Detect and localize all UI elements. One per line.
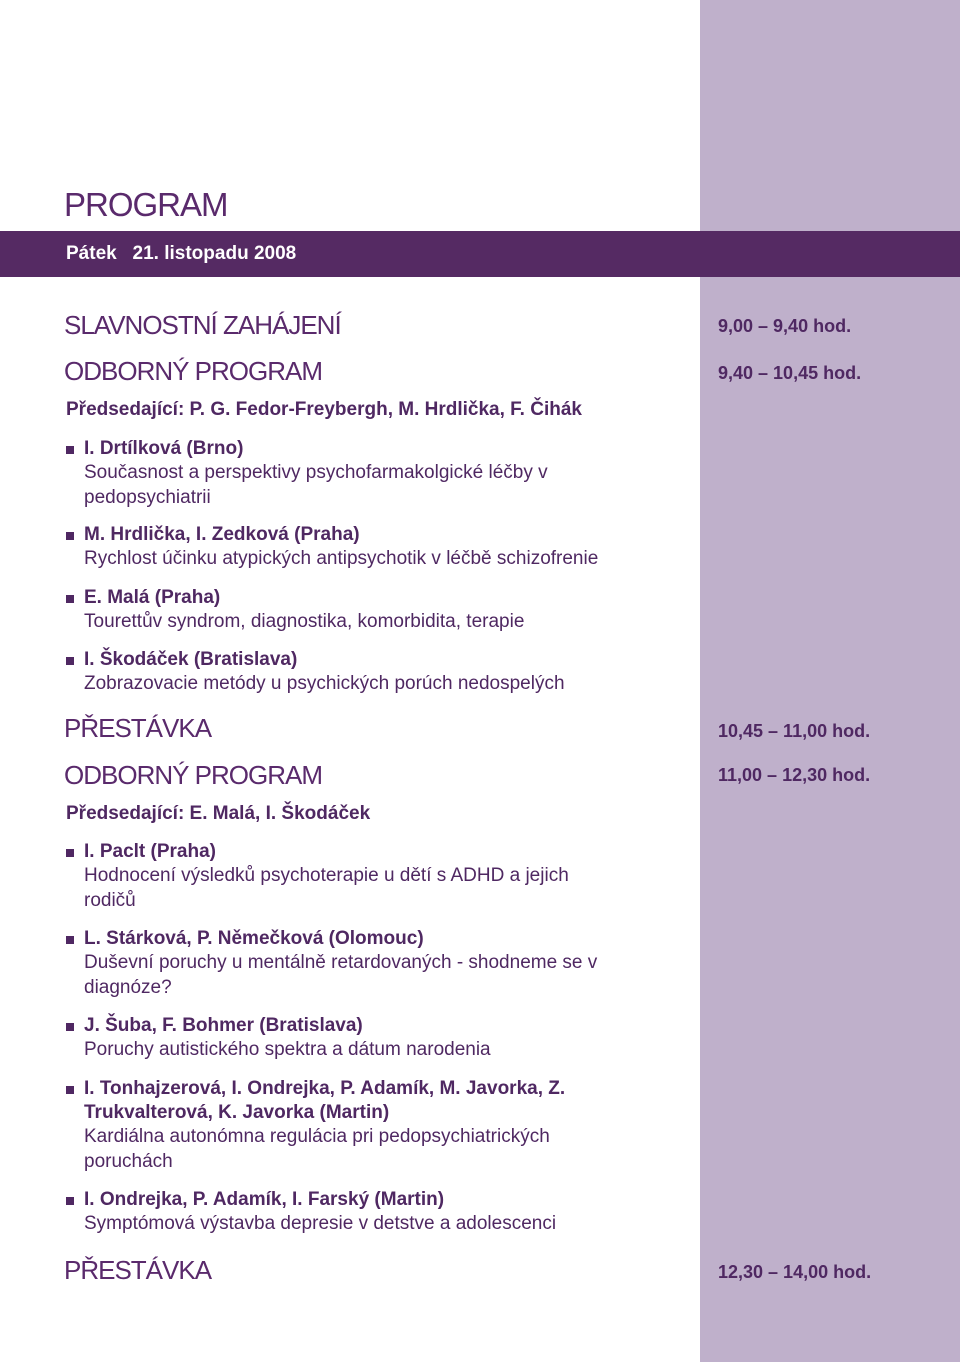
bullet-icon <box>66 1023 74 1031</box>
talk-title: Tourettův syndrom, diagnostika, komorbidita, terapie <box>84 611 525 632</box>
bullet-icon <box>66 657 74 665</box>
date-label: Pátek 21. listopadu 2008 <box>66 243 297 264</box>
talk-item <box>66 586 666 635</box>
talk-item <box>66 840 666 913</box>
bullet-icon <box>66 446 74 454</box>
bullet-icon <box>66 849 74 857</box>
talk-authors: E. Malá (Praha) <box>84 587 221 608</box>
talk-item <box>66 1077 666 1174</box>
time-break-2: 12,30 – 14,00 hod. <box>718 1262 872 1282</box>
talk-authors: I. Tonhajzerová, I. Ondrejka, P. Adamík, M. Javorka, Z. Trukvalterová, K. Javorka (Martin) <box>84 1078 566 1123</box>
talk-authors: I. Ondrejka, P. Adamík, I. Farský (Martin) <box>84 1189 445 1210</box>
talk-title: Hodnocení výsledků psychoterapie u dětí s ADHD a jejich rodičů <box>84 865 569 911</box>
bullet-icon <box>66 595 74 603</box>
talk-item <box>66 437 666 510</box>
bullet-icon <box>66 936 74 944</box>
talk-title: Současnost a perspektivy psychofarmakolgické léčby v pedopsychiatrii <box>84 462 548 508</box>
talk-authors: I. Škodáček (Bratislava) <box>84 649 298 670</box>
talk-authors: L. Stárková, P. Němečková (Olomouc) <box>84 928 424 949</box>
talk-title: Symptómová výstavba depresie v detstve a adolescenci <box>84 1213 557 1234</box>
talk-item <box>66 927 666 1000</box>
talk-item <box>66 1014 666 1063</box>
section-heading-break-2: PŘESTÁVKA <box>64 1255 212 1285</box>
talk-title: Kardiálna autonómna regulácia pri pedopsychiatrických poruchách <box>84 1126 550 1172</box>
talk-authors: M. Hrdlička, I. Zedková (Praha) <box>84 524 360 545</box>
date-bar <box>0 231 960 277</box>
time-program-1: 9,40 – 10,45 hod. <box>718 363 862 383</box>
section-heading-program-1: ODBORNÝ PROGRAM <box>64 356 323 386</box>
chairs-program-2: Předsedající: E. Malá, I. Škodáček <box>66 803 371 824</box>
bullet-icon <box>66 1197 74 1205</box>
section-heading-break-1: PŘESTÁVKA <box>64 713 212 743</box>
bullet-icon <box>66 532 74 540</box>
talk-authors: I. Paclt (Praha) <box>84 841 216 862</box>
side-column <box>700 0 960 1362</box>
talk-title: Poruchy autistického spektra a dátum narodenia <box>84 1039 491 1060</box>
talk-title: Zobrazovacie metódy u psychických porúch nedospelých <box>84 673 565 694</box>
talk-authors: J. Šuba, F. Bohmer (Bratislava) <box>84 1015 363 1036</box>
talk-title: Rychlost účinku atypických antipsychotik v léčbě schizofrenie <box>84 548 599 569</box>
page-title: PROGRAM <box>64 186 228 223</box>
talk-authors: I. Drtílková (Brno) <box>84 438 244 459</box>
talk-title: Duševní poruchy u mentálně retardovaných - shodneme se v diagnóze? <box>84 952 598 998</box>
time-program-2: 11,00 – 12,30 hod. <box>718 765 871 785</box>
time-break-1: 10,45 – 11,00 hod. <box>718 721 871 741</box>
section-heading-program-2: ODBORNÝ PROGRAM <box>64 760 323 790</box>
talk-item <box>66 1188 666 1237</box>
bullet-icon <box>66 1086 74 1094</box>
section-heading-opening: SLAVNOSTNÍ ZAHÁJENÍ <box>64 310 341 340</box>
chairs-program-1: Předsedající: P. G. Fedor-Freybergh, M. Hrdlička, F. Čihák <box>66 399 582 420</box>
time-opening: 9,00 – 9,40 hod. <box>718 316 852 336</box>
talk-item <box>66 648 666 697</box>
talk-item <box>66 523 666 572</box>
